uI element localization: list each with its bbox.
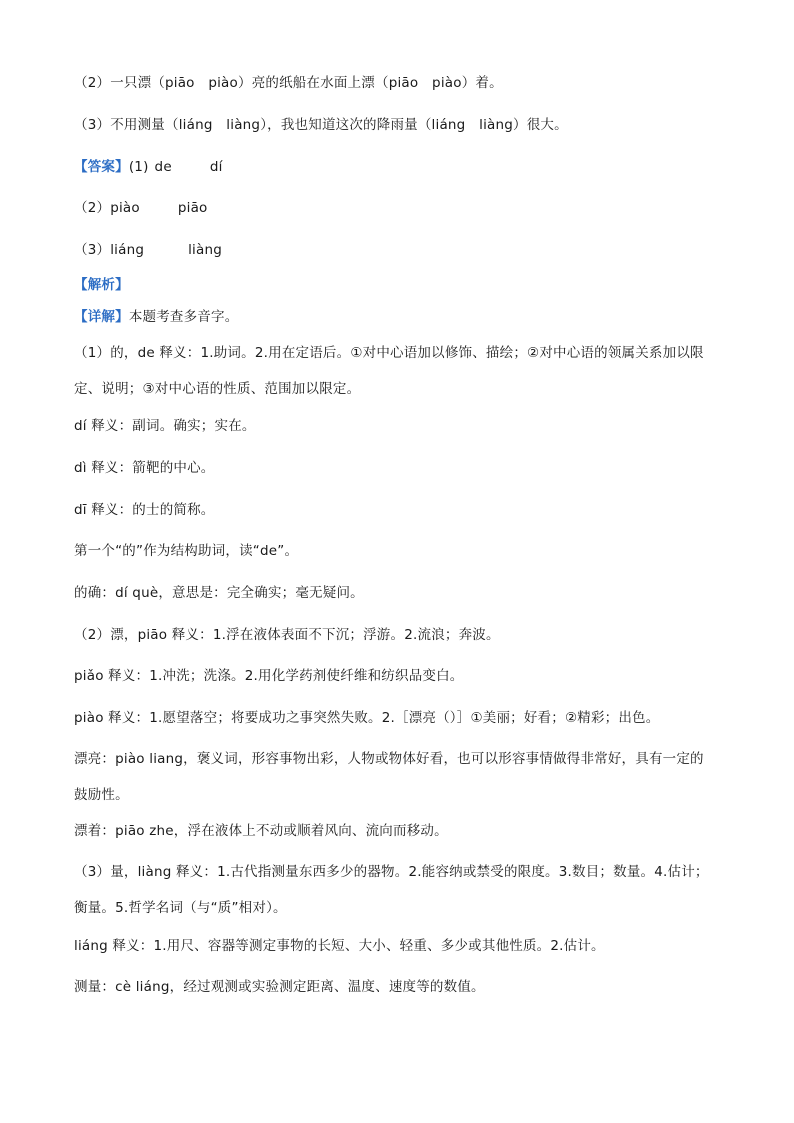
analysis-p7: （2）漂，piāo 释义：1.浮在液体表面不下沉；浮游。2.流浪；奔波。 (74, 627, 500, 643)
analysis-p1-line1: （1）的，de 释义：1.助词。2.用在定语后。①对中心语加以修饰、描绘；②对中心语的领属关系加以限 (74, 345, 704, 361)
analysis-p11: 漂着：piāo zhe，浮在液体上不动或顺着风向、流向而移动。 (74, 823, 448, 839)
answer-3-second: liàng (188, 242, 223, 258)
answer-2-second: piāo (177, 200, 208, 216)
answer-1-row (74, 158, 724, 176)
analysis-tag: 【解析】 (74, 277, 129, 293)
answer-2-row (74, 199, 724, 217)
question-3: （3）不用测量（liáng liàng），我也知道这次的降雨量（liáng liàng）很大。 (74, 117, 568, 133)
analysis-p1-line2: 定、说明；③对中心语的性质、范围加以限定。 (74, 381, 361, 397)
analysis-p10-line1: 漂亮：piào liang，褒义词，形容事物出彩，人物或物体好看，也可以形容事情做得非常好，具有一定的 (74, 751, 704, 767)
answer-2-number: （2） (74, 200, 111, 216)
detail-tag: 【详解】 (74, 309, 129, 325)
answer-3-number: （3） (74, 242, 111, 258)
analysis-p12-line1: （3）量，liàng 释义：1.古代指测量东西多少的器物。2.能容纳或禁受的限度。3.数目；数量。4.估计； (74, 864, 709, 880)
analysis-p5: 第一个“的”作为结构助词，读“de”。 (74, 543, 299, 559)
question-2: （2）一只漂（piāo piào）亮的纸船在水面上漂（piāo piào）着。 (74, 75, 503, 91)
analysis-p8: piǎo 释义：1.冲洗；洗涤。2.用化学药剂使纤维和纺织品变白。 (74, 668, 464, 684)
analysis-p4: dī 释义：的士的简称。 (74, 502, 215, 518)
answer-tag: 【答案】 (74, 159, 129, 175)
answer-2-first: piào (110, 200, 140, 216)
answer-1-first: de (154, 159, 172, 175)
answer-1-number: (1) (128, 159, 149, 175)
analysis-p9: piào 释义：1.愿望落空；将要成功之事突然失败。2.［漂亮（）］①美丽；好看；②精彩；出色。 (74, 710, 660, 726)
answer-1-second: dí (209, 159, 223, 175)
analysis-p13: liáng 释义：1.用尺、容器等测定事物的长短、大小、轻重、多少或其他性质。2.估计。 (74, 938, 605, 954)
analysis-p6: 的确：dí què，意思是：完全确实；毫无疑问。 (74, 585, 364, 601)
answer-3-row (74, 241, 724, 259)
analysis-p12-line2: 衡量。5.哲学名词（与“质”相对）。 (74, 900, 287, 916)
analysis-p2: dí 释义：副词。确实；实在。 (74, 418, 256, 434)
analysis-p10-line2: 鼓励性。 (74, 787, 129, 803)
answer-3-first: liáng (110, 242, 145, 258)
analysis-p3: dì 释义：箭靶的中心。 (74, 460, 215, 476)
detail-row (74, 308, 724, 326)
analysis-p14: 测量：cè liáng，经过观测或实验测定距离、温度、速度等的数值。 (74, 979, 485, 995)
detail-text: 本题考查多音字。 (128, 309, 239, 325)
